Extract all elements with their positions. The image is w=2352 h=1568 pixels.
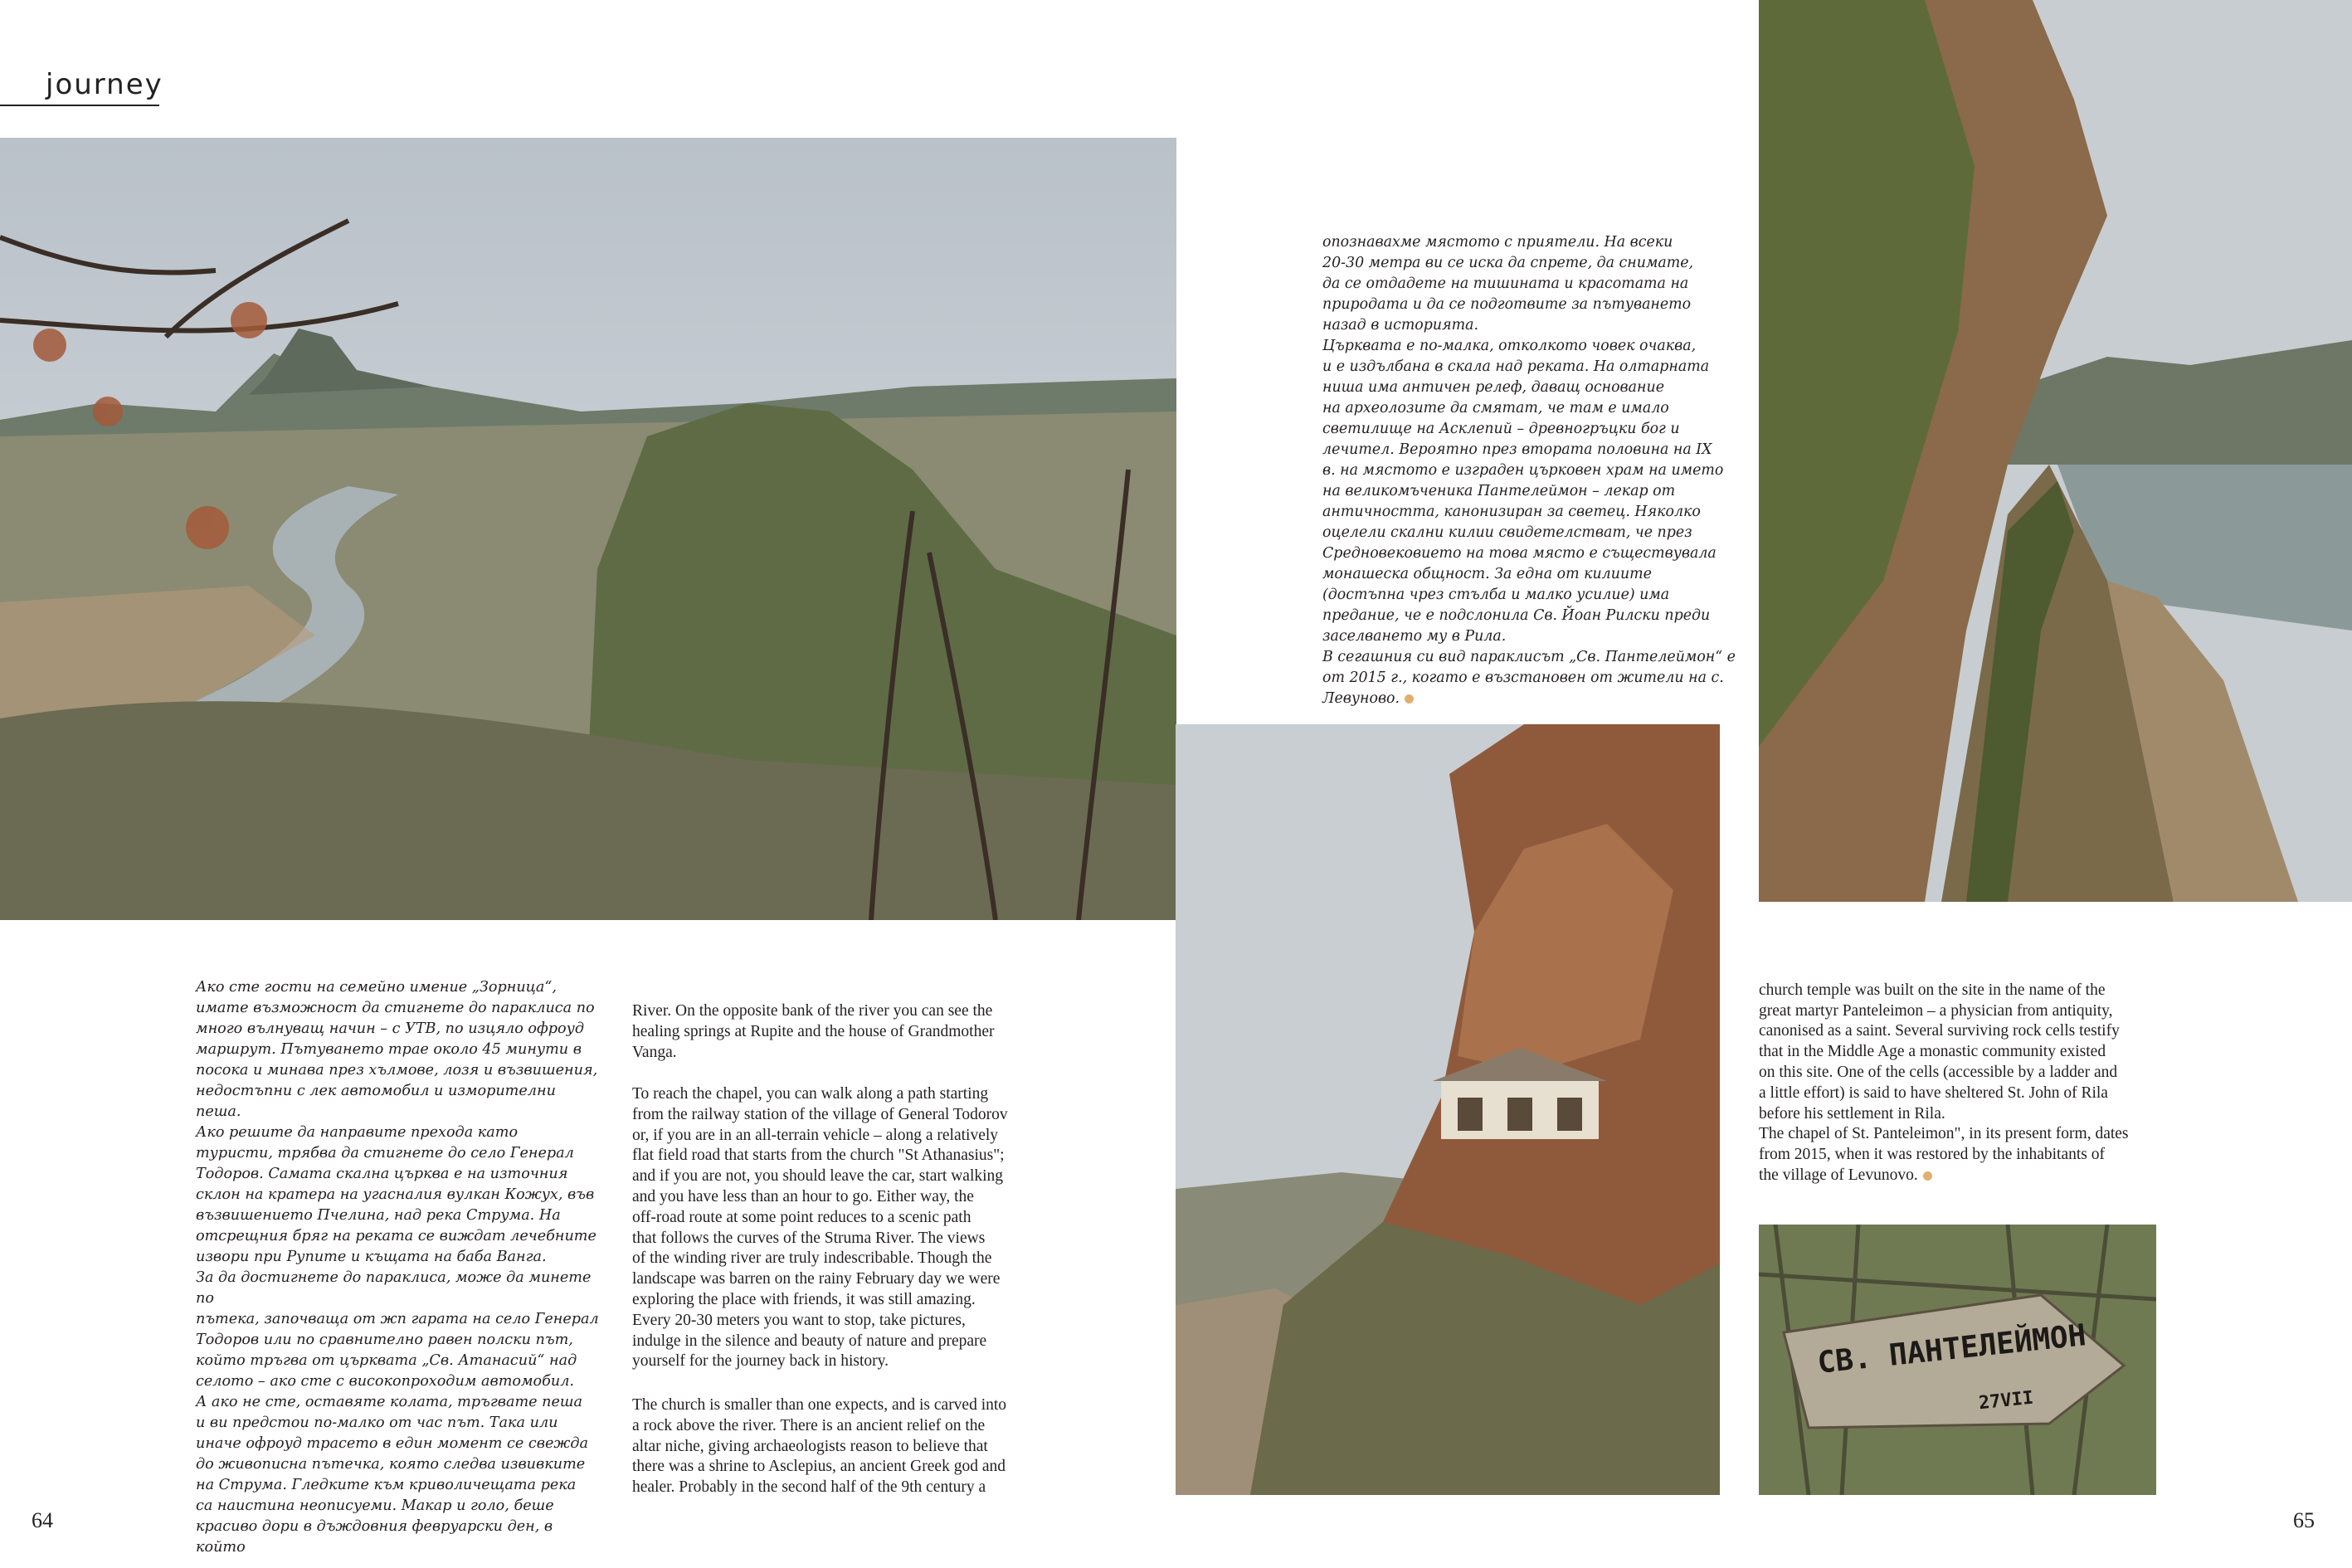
chapel-cliff-photo: [1176, 724, 1720, 1495]
section-tag: journey: [46, 68, 163, 101]
sign-text: СВ. ПАНТЕЛЕЙМОН: [1815, 1318, 2088, 1381]
bg-text-right-body: опознавахме мястото с приятели. На всеки 20-30 метра ви се иска да спрете, да снимате, да се отдадете на тишината и красотата на природата и да се подготвите за пътуването назад в историята. Църквата е по-малка, отколкото човек очаква, и е издълбана в скала над реката. На олтарната ниша има античен релеф, даващ основание на археолозите да смятат, че там е имало светилище на Асклепий – древногръцки бог и лечител. Вероятно през втората половина на IX в. на мястото е изграден църковен храм на името на великомъченика Пантелеймон – лекар от античността, канонизиран за светец. Няколко оцелели скални килии свидетелстват, че през Средновековието на това място е съществувала монашеска общност. За една от килиите (достъпна чрез стълба и малко усилие) има предание, че е подслонила Св. Йоан Рилски преди заселването му в Рила. В сегашния си вид параклисът „Св. Пантелеймон“ е от 2015 г., когато е възстановен от жители на с. Левуново.: [1322, 234, 1736, 707]
en-text-right-body: church temple was built on the site in the name of the great martyr Panteleimon – a physician from antiquity, canonised as a saint. Several surviving rock cells testify that in the Middle Age a monastic community existed on this site. One of the cells (accessible by a ladder and a little effort) is said to have sheltered St. John of Rila before his settlement in Rila. The chapel of St. Panteleimon", in its present form, dates from 2015, when it was restored by the inhabitants of the village of Levunovo.: [1759, 981, 2129, 1184]
end-dot-icon: [1923, 1171, 1932, 1181]
sign-subtext: 27VII: [1977, 1387, 2035, 1415]
en-text-mid-3: The church is smaller than one expects, and is carved into a rock above the river. There is an ancient relief on the altar niche, giving archaeologists reason to believe that there was a shrine to Asclepius, an ancient Greek god and healer. Probably in the second half of the 9th century a: [632, 1396, 1007, 1497]
en-text-right: [1759, 960, 2190, 1186]
en-text-mid-1: River. On the opposite bank of the river you can see the healing springs at Rupite and the house of Grandmother Vanga.: [632, 1002, 995, 1061]
bg-text-left: Ако сте гости на семейно имение „Зорница“, имате възможност да стигнете до параклиса по много вълнуващ начин – с УТВ, по изцяло офроуд маршрут. Пътуването трае около 45 минути в посока и минава през хълмове, лозя и възвишения, недостъпни с лек автомобил и изморителни пеша. Ако решите да направите прехода като туристи, трябва да стигнете до село Генерал Тодоров. Самата скална църква е на източния склон на кратера на угасналия вулкан Кожух, във възвишението Пчелина, над река Струма. На отсрещния бряг на реката се виждат лечебните извори при Рупите и къщата на баба Ванга. За да достигнете до параклиса, може да минете по пътека, започваща от жп гарата на село Генерал Тодоров или по сравнително равен полски път, който тръгва от църквата „Св. Атанасий“ над селото – ако сте с високопроходим автомобил. А ако не сте, оставяте колата, тръгвате пеша и ви предстои по-малко от час път. Така или иначе офроуд трасето в един момент се свежда до живописна пътечка, която следва извивките на Струма. Гледките към криволичещата река са наистина неописуеми. Макар и голо, беше красиво дори в дъждовния февруарски ден, в който: [196, 979, 599, 1556]
en-text-mid-2: To reach the chapel, you can walk along a path starting from the railway station of the village of General Todorov or, if you are in an all-terrain vehicle – along a relatively flat field road that starts from the church "St Athanasius"; and if you are not, you should leave the car, start walking and you have less than an hour to go. Either way, the off-road route at some point reduces to a scenic path that follows the curves of the Struma River. The views of the winding river are truly indescribable. Though the landscape was barren on the rainy February day we were exploring the place with friends, it was still amazing. Every 20-30 meters you want to stop, take pictures, indulge in the silence and beauty of nature and prepare yourself for the journey back in history.: [632, 1085, 1008, 1371]
page-number-right: 65: [2293, 1508, 2315, 1532]
section-rule: [0, 105, 159, 106]
river-valley-photo: [0, 138, 1176, 920]
end-dot-icon: [1405, 694, 1414, 704]
cliff-path-photo: [1759, 0, 2352, 902]
page-number-left: 64: [32, 1508, 53, 1532]
bg-text-right: [1322, 212, 1737, 709]
wooden-sign-photo: [1759, 1225, 2156, 1495]
